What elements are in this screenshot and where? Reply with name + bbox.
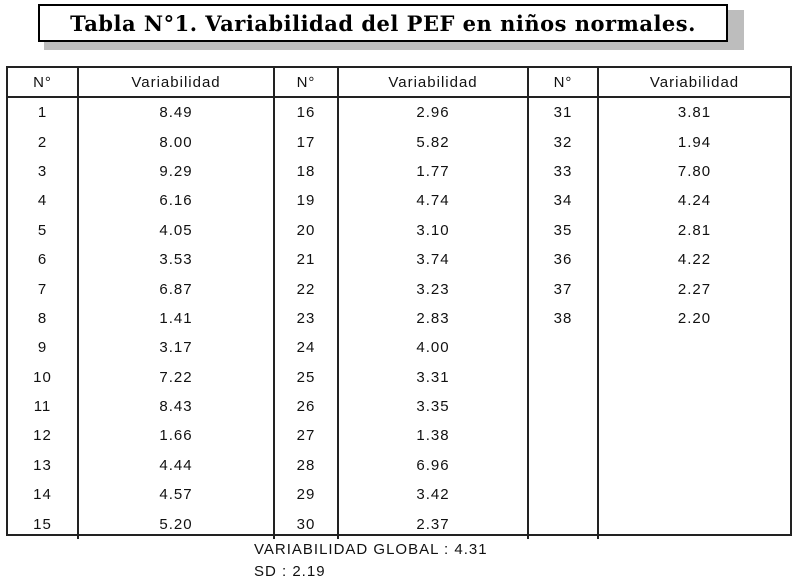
cell-number: 27	[274, 421, 338, 450]
cell-number: 19	[274, 186, 338, 215]
cell-number: 5	[37, 221, 48, 239]
cell-number: 11	[33, 398, 52, 416]
cell-number: 33	[528, 157, 598, 186]
table-row	[8, 186, 790, 215]
cell-variability: 8.43	[78, 392, 274, 421]
cell-number: 10	[33, 368, 52, 386]
cell-number: 38	[528, 304, 598, 333]
col-header-number-2: N°	[274, 68, 338, 97]
table-row	[8, 333, 790, 362]
cell-variability: 6.96	[338, 451, 528, 480]
cell-variability: 3.23	[338, 274, 528, 303]
table-row	[8, 304, 790, 333]
cell-variability: 2.20	[598, 304, 790, 333]
cell-number: 24	[274, 333, 338, 362]
cell-number: 7	[37, 280, 48, 298]
cell-number: 8	[37, 309, 48, 327]
cell-number: 3	[37, 162, 48, 180]
cell-number	[528, 509, 598, 538]
cell-number: 37	[528, 274, 598, 303]
table-row	[8, 127, 790, 156]
data-table	[8, 68, 790, 539]
cell-variability	[598, 421, 790, 450]
cell-variability: 6.87	[78, 274, 274, 303]
table-row	[8, 509, 790, 538]
data-table-frame	[6, 66, 792, 536]
cell-variability: 8.00	[78, 127, 274, 156]
cell-number	[528, 392, 598, 421]
table-row	[8, 216, 790, 245]
global-variability: VARIABILIDAD GLOBAL : 4.31	[254, 541, 488, 558]
standard-deviation: SD : 2.19	[254, 563, 326, 580]
cell-variability: 4.24	[598, 186, 790, 215]
cell-number	[528, 480, 598, 509]
table-row	[8, 157, 790, 186]
cell-number: 12	[33, 427, 52, 445]
cell-number: 18	[274, 157, 338, 186]
cell-variability: 9.29	[78, 157, 274, 186]
cell-number: 25	[274, 363, 338, 392]
cell-number: 35	[528, 216, 598, 245]
col-header-number-3: N°	[528, 68, 598, 97]
cell-variability: 2.96	[338, 97, 528, 127]
cell-number	[528, 421, 598, 450]
cell-number: 32	[528, 127, 598, 156]
cell-number: 26	[274, 392, 338, 421]
cell-variability	[598, 333, 790, 362]
cell-number: 22	[274, 274, 338, 303]
cell-variability: 5.82	[338, 127, 528, 156]
cell-number: 17	[274, 127, 338, 156]
cell-number: 4	[37, 192, 48, 210]
cell-variability	[598, 509, 790, 538]
cell-variability: 7.80	[598, 157, 790, 186]
title-box	[38, 4, 728, 42]
cell-number: 28	[274, 451, 338, 480]
cell-variability: 3.31	[338, 363, 528, 392]
cell-variability: 2.37	[338, 509, 528, 538]
cell-number: 29	[274, 480, 338, 509]
table-body	[8, 97, 790, 539]
table-row	[8, 97, 790, 127]
header-row	[8, 68, 790, 97]
table-row	[8, 421, 790, 450]
cell-number: 23	[274, 304, 338, 333]
cell-number: 1	[37, 104, 48, 122]
table-row	[8, 245, 790, 274]
cell-number: 15	[33, 515, 52, 533]
cell-variability: 3.81	[598, 97, 790, 127]
cell-variability	[598, 480, 790, 509]
cell-variability: 1.38	[338, 421, 528, 450]
table-title: Tabla N°1. Variabilidad del PEF en niños normales.	[70, 10, 696, 36]
cell-variability: 5.20	[78, 509, 274, 538]
cell-number: 14	[33, 486, 52, 504]
cell-number: 2	[37, 133, 48, 151]
cell-variability: 1.94	[598, 127, 790, 156]
cell-variability: 8.49	[78, 97, 274, 127]
table-row	[8, 392, 790, 421]
cell-number: 36	[528, 245, 598, 274]
cell-number: 13	[33, 456, 52, 474]
cell-variability: 4.22	[598, 245, 790, 274]
cell-number: 30	[274, 509, 338, 538]
col-header-value-3: Variabilidad	[598, 68, 790, 97]
cell-number	[528, 333, 598, 362]
cell-variability: 7.22	[78, 363, 274, 392]
table-row	[8, 451, 790, 480]
cell-variability	[598, 363, 790, 392]
cell-variability: 4.00	[338, 333, 528, 362]
cell-variability: 4.74	[338, 186, 528, 215]
cell-variability: 1.77	[338, 157, 528, 186]
cell-variability: 1.66	[78, 421, 274, 450]
cell-number: 16	[274, 97, 338, 127]
cell-number	[528, 363, 598, 392]
col-header-value-1: Variabilidad	[78, 68, 274, 97]
cell-variability: 3.35	[338, 392, 528, 421]
cell-variability: 3.10	[338, 216, 528, 245]
cell-number: 20	[274, 216, 338, 245]
cell-variability: 4.57	[78, 480, 274, 509]
cell-number: 9	[37, 339, 48, 357]
table-row	[8, 480, 790, 509]
cell-number: 6	[37, 251, 48, 269]
cell-variability: 3.53	[78, 245, 274, 274]
cell-variability: 3.17	[78, 333, 274, 362]
cell-variability: 4.05	[78, 216, 274, 245]
col-header-value-2: Variabilidad	[338, 68, 528, 97]
table-row	[8, 363, 790, 392]
cell-variability: 2.81	[598, 216, 790, 245]
cell-variability	[598, 451, 790, 480]
cell-variability	[598, 392, 790, 421]
cell-number: 31	[528, 97, 598, 127]
cell-number	[528, 451, 598, 480]
col-header-number-1: N°	[8, 68, 78, 97]
cell-variability: 4.44	[78, 451, 274, 480]
cell-number: 34	[528, 186, 598, 215]
cell-variability: 3.42	[338, 480, 528, 509]
cell-number: 21	[274, 245, 338, 274]
cell-variability: 1.41	[78, 304, 274, 333]
cell-variability: 3.74	[338, 245, 528, 274]
table-row	[8, 274, 790, 303]
cell-variability: 6.16	[78, 186, 274, 215]
cell-variability: 2.27	[598, 274, 790, 303]
cell-variability: 2.83	[338, 304, 528, 333]
